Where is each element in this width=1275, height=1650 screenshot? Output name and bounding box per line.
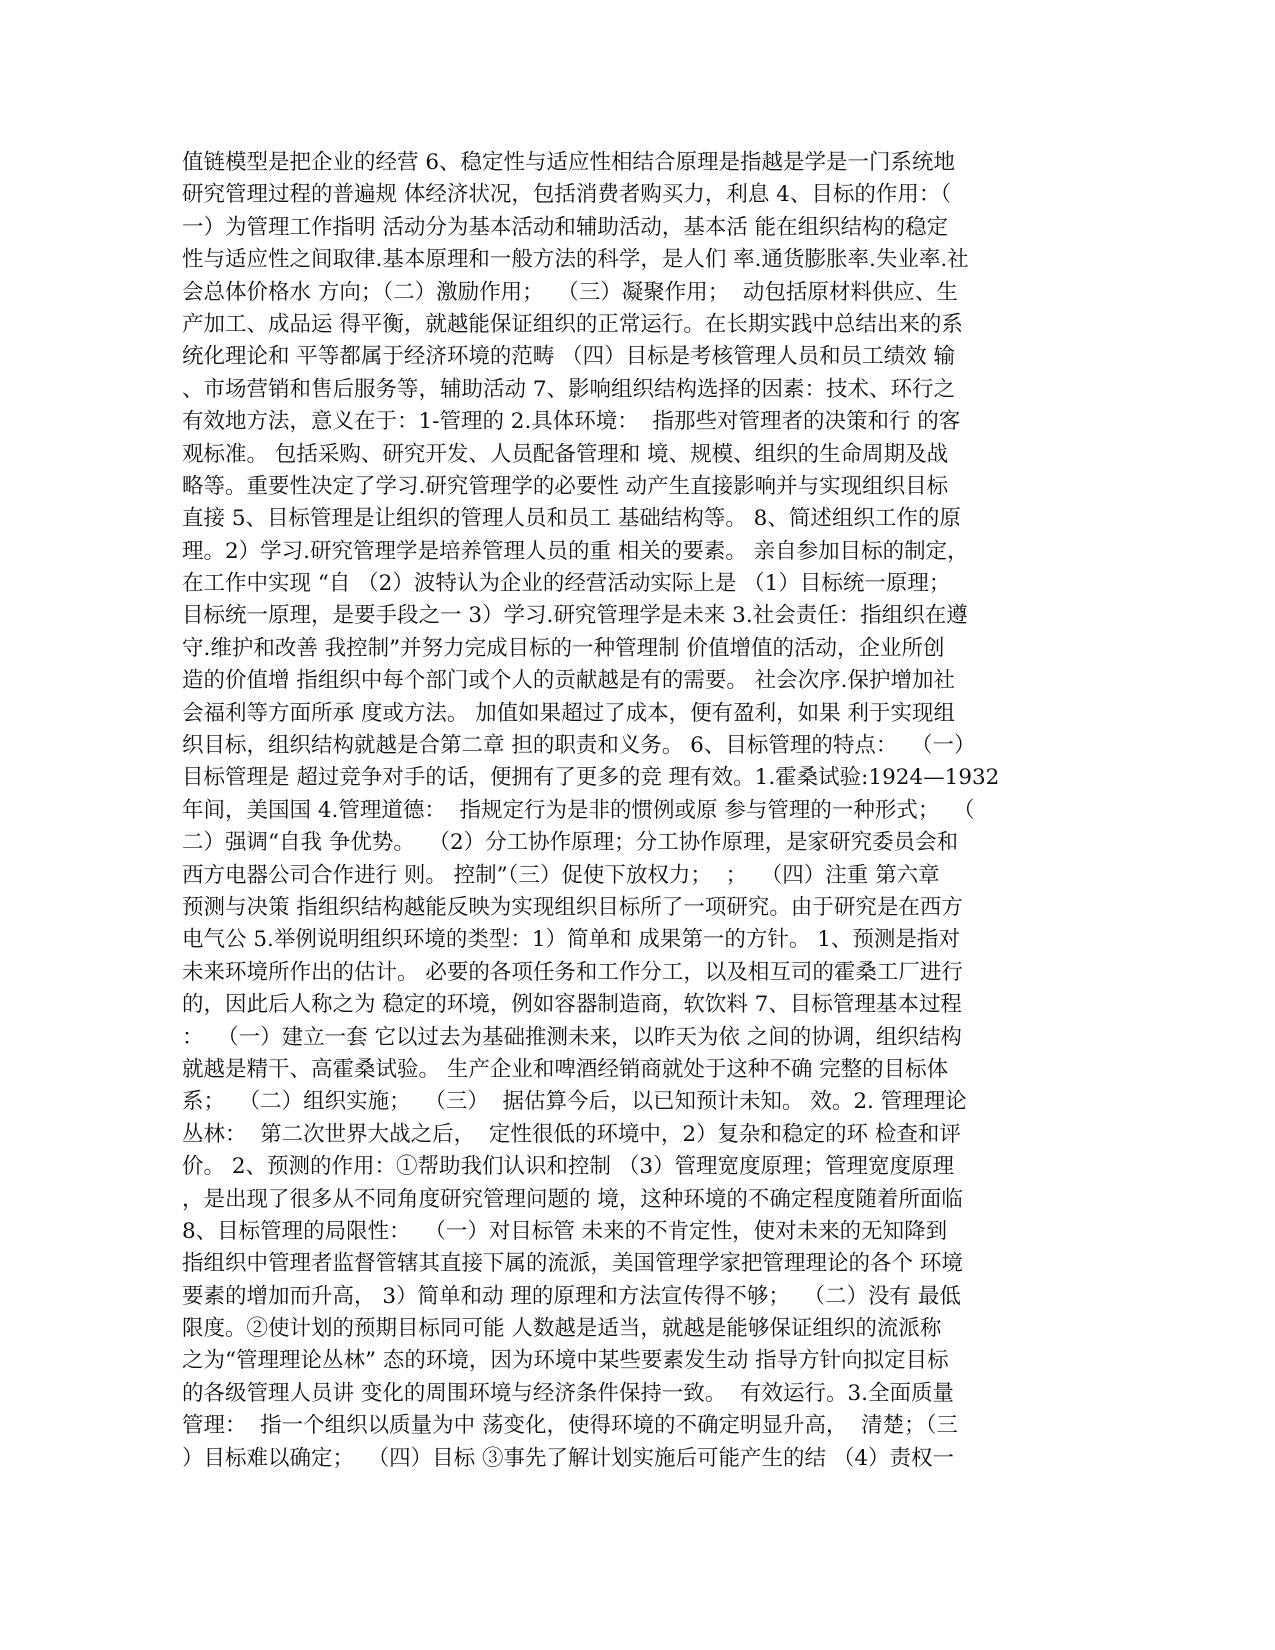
text-line: 的各级管理人员讲 变化的周围环境与经济条件保持一致。 有效运行。3.全面质量 — [182, 1380, 955, 1406]
text-line: 有效地方法，意义在于：1-管理的 2.具体环境： 指那些对管理者的决策和行 的客 — [182, 409, 961, 435]
text-line: 会福利等方面所承 度或方法。 加值如果超过了成本，便有盈利，如果 利于实现组 — [182, 700, 956, 726]
text-line: 价。 2、预测的作用：①帮助我们认识和控制 （3）管理宽度原理；管理宽度原理 — [182, 1154, 955, 1180]
text-line: 指组织中管理者监督管辖其直接下属的流派，美国管理学家把管理理论的各个 环境 — [182, 1251, 963, 1277]
text-line: 在工作中实现 “自 （2）波特认为企业的经营活动实际上是 （1）目标统一原理； — [182, 571, 951, 597]
text-line: 二）强调“自我 争优势。 （2）分工协作原理；分工协作原理，是家研究委员会和 — [182, 830, 959, 856]
text-line: 研究管理过程的普遍规 体经济状况，包括消费者购买力，利息 4、目标的作用：（ — [182, 182, 952, 208]
text-line: 年间，美国国 4.管理道德： 指规定行为是非的惯例或原 参与管理的一种形式； （ — [182, 797, 975, 823]
text-line: 会总体价格水 方向；（二）激励作用； （三）凝聚作用； 动包括原材料供应、生 — [182, 279, 958, 305]
text-line: 一）为管理工作指明 活动分为基本活动和辅助活动，基本活 能在组织结构的稳定 — [182, 214, 949, 240]
text-line: 产加工、成品运 得平衡，就越能保证组织的正常运行。在长期实践中总结出来的系 — [182, 311, 963, 337]
text-line: 织目标，组织结构就越是合第二章 担的职责和义务。 6、目标管理的特点： （一） — [182, 733, 976, 759]
text-line: 观标准。 包括采购、研究开发、人员配备管理和 境、规模、组织的生命周期及战 — [182, 441, 949, 467]
text-line: 之为“管理理论丛林” 态的环境，因为环境中某些要素发生动 指导方针向拟定目标 — [182, 1348, 949, 1374]
text-line: ）目标难以确定； （四）目标 ③事先了解计划实施后可能产生的结 （4）责权一 — [182, 1445, 955, 1471]
text-line: 略等。重要性决定了学习.研究管理学的必要性 动产生直接影响并与实现组织目标 — [182, 473, 949, 499]
text-line: 直接 5、目标管理是让组织的管理人员和员工 基础结构等。 8、简述组织工作的原 — [182, 506, 961, 532]
text-line: 系； （二）组织实施； （三） 据估算今后，以已知预计未知。 效。2. 管理理论 — [182, 1089, 967, 1115]
text-line: 预测与决策 指组织结构越能反映为实现组织目标所了一项研究。由于研究是在西方 — [182, 894, 963, 920]
text-line: 限度。②使计划的预期目标同可能 人数越是适当，就越是能够保证组织的流派称 — [182, 1316, 942, 1342]
body-text — [182, 147, 1082, 1475]
text-line: ： （一）建立一套 它以过去为基础推测未来，以昨天为依 之间的协调，组织结构 — [182, 1024, 962, 1050]
text-line: 8、目标管理的局限性： （一）对目标管 未来的不肯定性，使对未来的无知降到 — [182, 1218, 948, 1244]
text-line: 管理： 指一个组织以质量为中 荡变化，使得环境的不确定明显升高， 清楚；（三 — [182, 1413, 958, 1439]
text-line: 丛林： 第二次世界大战之后， 定性很低的环境中，2）复杂和稳定的环 检查和评 — [182, 1121, 961, 1147]
text-line: 西方电器公司合作进行 则。 控制”（三）促使下放权力； ； （四）注重 第六章 — [182, 862, 940, 888]
text-line: 目标管理是 超过竞争对手的话，便拥有了更多的竞 理有效。1.霍桑试验:1924—1932 — [182, 765, 1000, 791]
text-line: 的，因此后人称之为 稳定的环境，例如容器制造商，软饮料 7、目标管理基本过程 — [182, 992, 962, 1018]
text-line: 电气公 5.举例说明组织环境的类型：1）简单和 成果第一的方针。 1、预测是指对 — [182, 927, 960, 953]
text-line: 守.维护和改善 我控制”并努力完成目标的一种管理制 价值增值的活动，企业所创 — [182, 635, 945, 661]
text-line: 要素的增加而升高， 3）简单和动 理的原理和方法宣传得不够； （二）没有 最低 — [182, 1283, 961, 1309]
text-line: 目标统一原理，是要手段之一 3）学习.研究管理学是未来 3.社会责任：指组织在遵 — [182, 603, 968, 629]
text-line: 统化理论和 平等都属于经济环境的范畴 （四）目标是考核管理人员和员工绩效 输 — [182, 344, 956, 370]
text-line: 、市场营销和售后服务等，辅助活动 7、影响组织结构选择的因素：技术、环行之 — [182, 376, 956, 402]
text-line: ，是出现了很多从不同角度研究管理问题的 境，这种环境的不确定程度随着所面临 — [182, 1186, 963, 1212]
text-line: 就越是精干、高霍桑试验。 生产企业和啤酒经销商就处于这种不确 完整的目标体 — [182, 1056, 949, 1082]
text-line: 造的价值增 指组织中每个部门或个人的贡献越是有的需要。 社会次序.保护增加社 — [182, 668, 956, 694]
text-line: 性与适应性之间取律.基本原理和一般方法的科学，是人们 率.通货膨胀率.失业率.社 — [182, 247, 969, 273]
text-line: 未来环境所作出的估计。 必要的各项任务和工作分工，以及相互司的霍桑工厂进行 — [182, 959, 963, 985]
text-line: 理。2）学习.研究管理学是培养管理人员的重 相关的要素。 亲自参加目标的制定， — [182, 538, 969, 564]
text-line: 值链模型是把企业的经营 6、稳定性与适应性相结合原理是指越是学是一门系统地 — [182, 150, 956, 175]
